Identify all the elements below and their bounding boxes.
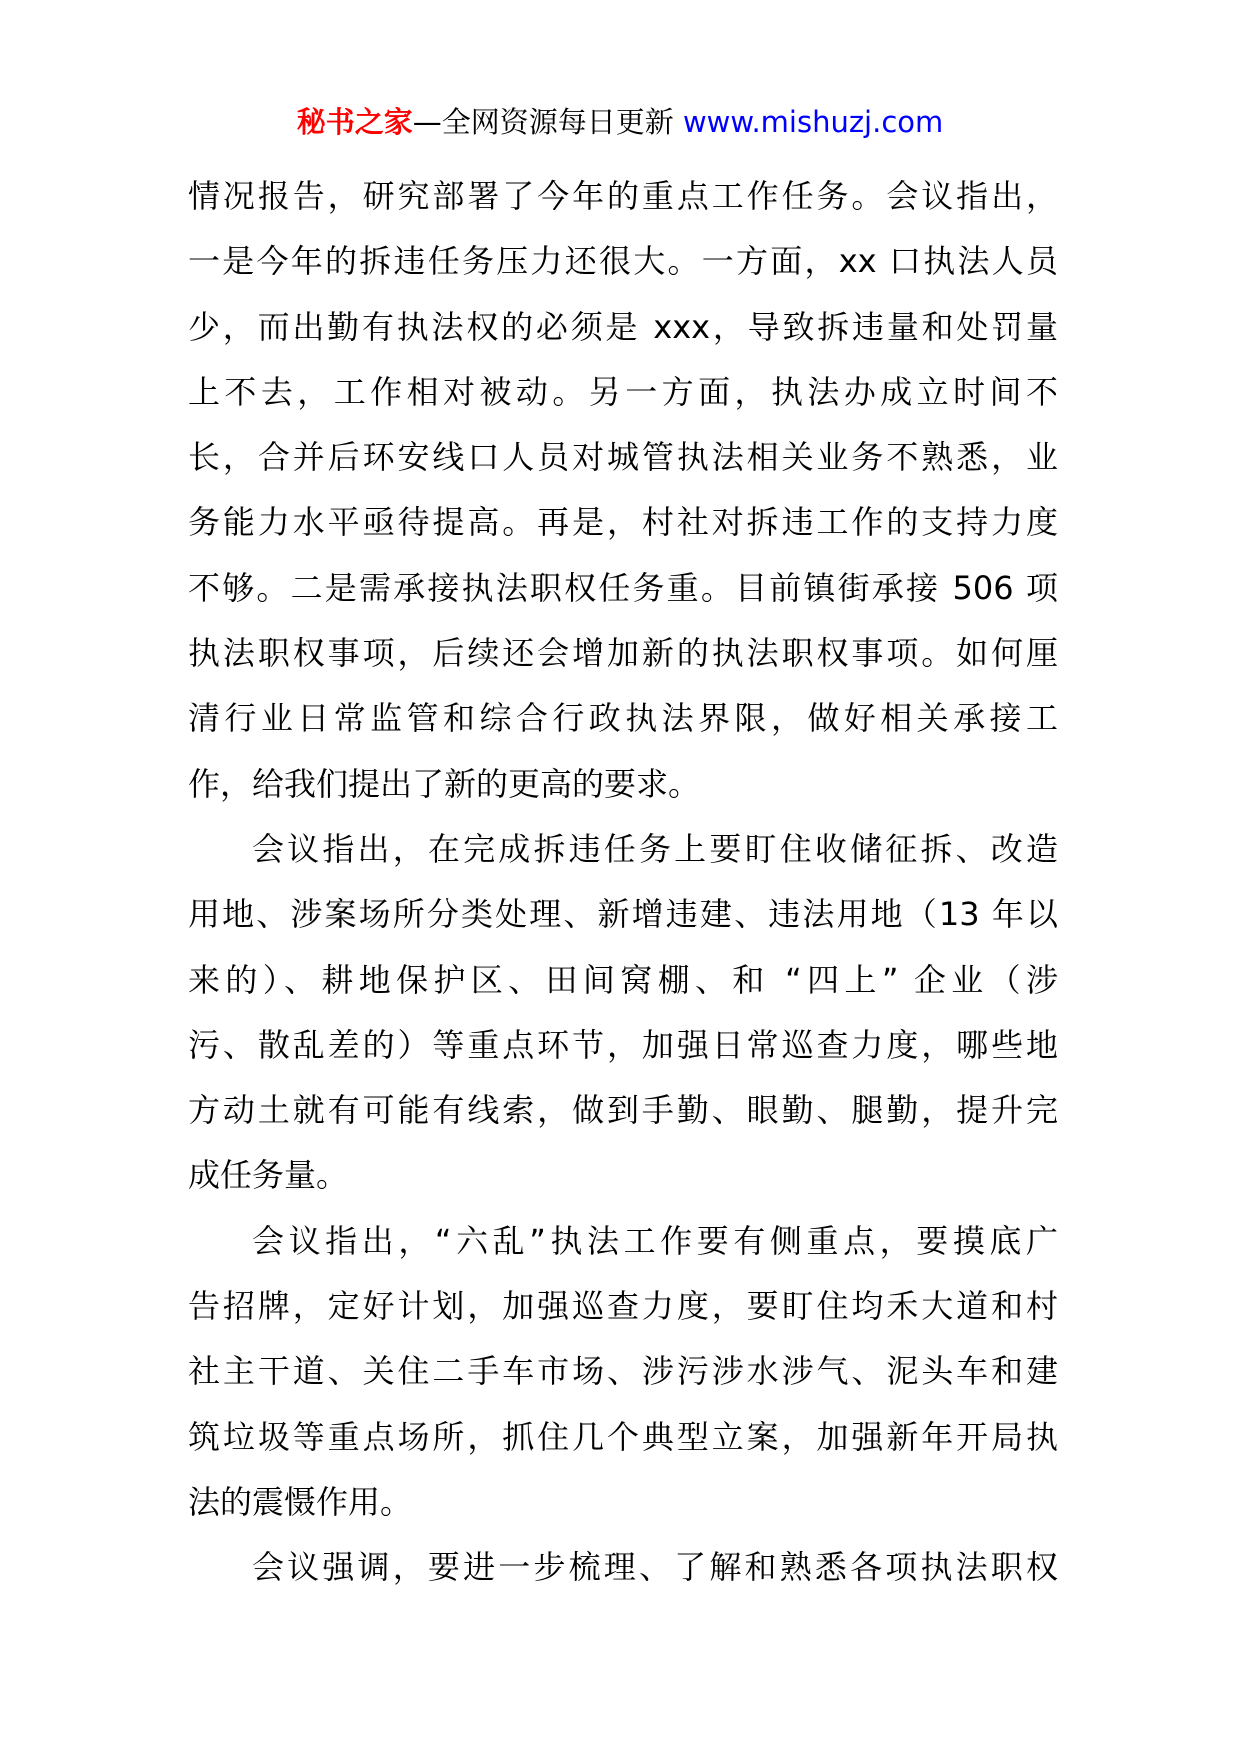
- text-line: 一是今年的拆违任务压力还很大。一方面，xx 口执法人员: [188, 242, 1058, 281]
- text-line: 会议指出，在完成拆违任务上要盯住收储征拆、改造: [252, 829, 1058, 868]
- text-line: 情况报告，研究部署了今年的重点工作任务。会议指出，: [188, 177, 1058, 215]
- text-line: 长，合并后环安线口人员对城管执法相关业务不熟悉，业: [188, 438, 1058, 477]
- text-line: 清行业日常监管和综合行政执法界限，做好相关承接工: [188, 699, 1058, 738]
- text-line: 告招牌，定好计划，加强巡查力度，要盯住均禾大道和村: [188, 1287, 1058, 1326]
- brand-name: 秘书之家: [296, 105, 413, 139]
- text-line: 执法职权事项，后续还会增加新的执法职权事项。如何厘: [188, 634, 1058, 673]
- site-url-link[interactable]: www.mishuzj.com: [682, 105, 944, 139]
- text-line: 方动土就有可能有线索，做到手勤、眼勤、腿勤，提升完: [188, 1091, 1058, 1130]
- text-line: 会议强调，要进一步梳理、了解和熟悉各项执法职权: [252, 1548, 1058, 1587]
- text-line: 少，而出勤有执法权的必须是 xxx，导致拆违量和处罚量: [188, 307, 1058, 346]
- text-line: 作，给我们提出了新的更高的要求。: [188, 764, 701, 803]
- text-line: 务能力水平亟待提高。再是，村社对拆违工作的支持力度: [188, 503, 1058, 542]
- page-header: [0, 100, 1240, 144]
- text-line: 筑垃圾等重点场所，抓住几个典型立案，加强新年开局执: [188, 1417, 1058, 1456]
- document-body: [188, 164, 1058, 1601]
- text-line: 法的震慑作用。: [188, 1482, 413, 1521]
- text-line: 污、散乱差的）等重点环节，加强日常巡查力度，哪些地: [188, 1025, 1058, 1064]
- text-line: 用地、涉案场所分类处理、新增违建、违法用地（13 年以: [188, 895, 1058, 934]
- header-slogan: —全网资源每日更新: [412, 105, 683, 139]
- text-line: 会议指出，“六乱”执法工作要有侧重点，要摸底广: [252, 1221, 1058, 1260]
- text-line: 不够。二是需承接执法职权任务重。目前镇街承接 506 项: [188, 568, 1058, 607]
- text-line: 上不去，工作相对被动。另一方面，执法办成立时间不: [188, 372, 1058, 411]
- text-line: 成任务量。: [188, 1156, 349, 1195]
- text-line: 社主干道、关住二手车市场、涉污涉水涉气、泥头车和建: [188, 1352, 1058, 1391]
- text-line: 来的）、耕地保护区、田间窝棚、和 “四上” 企业（涉: [188, 960, 1058, 999]
